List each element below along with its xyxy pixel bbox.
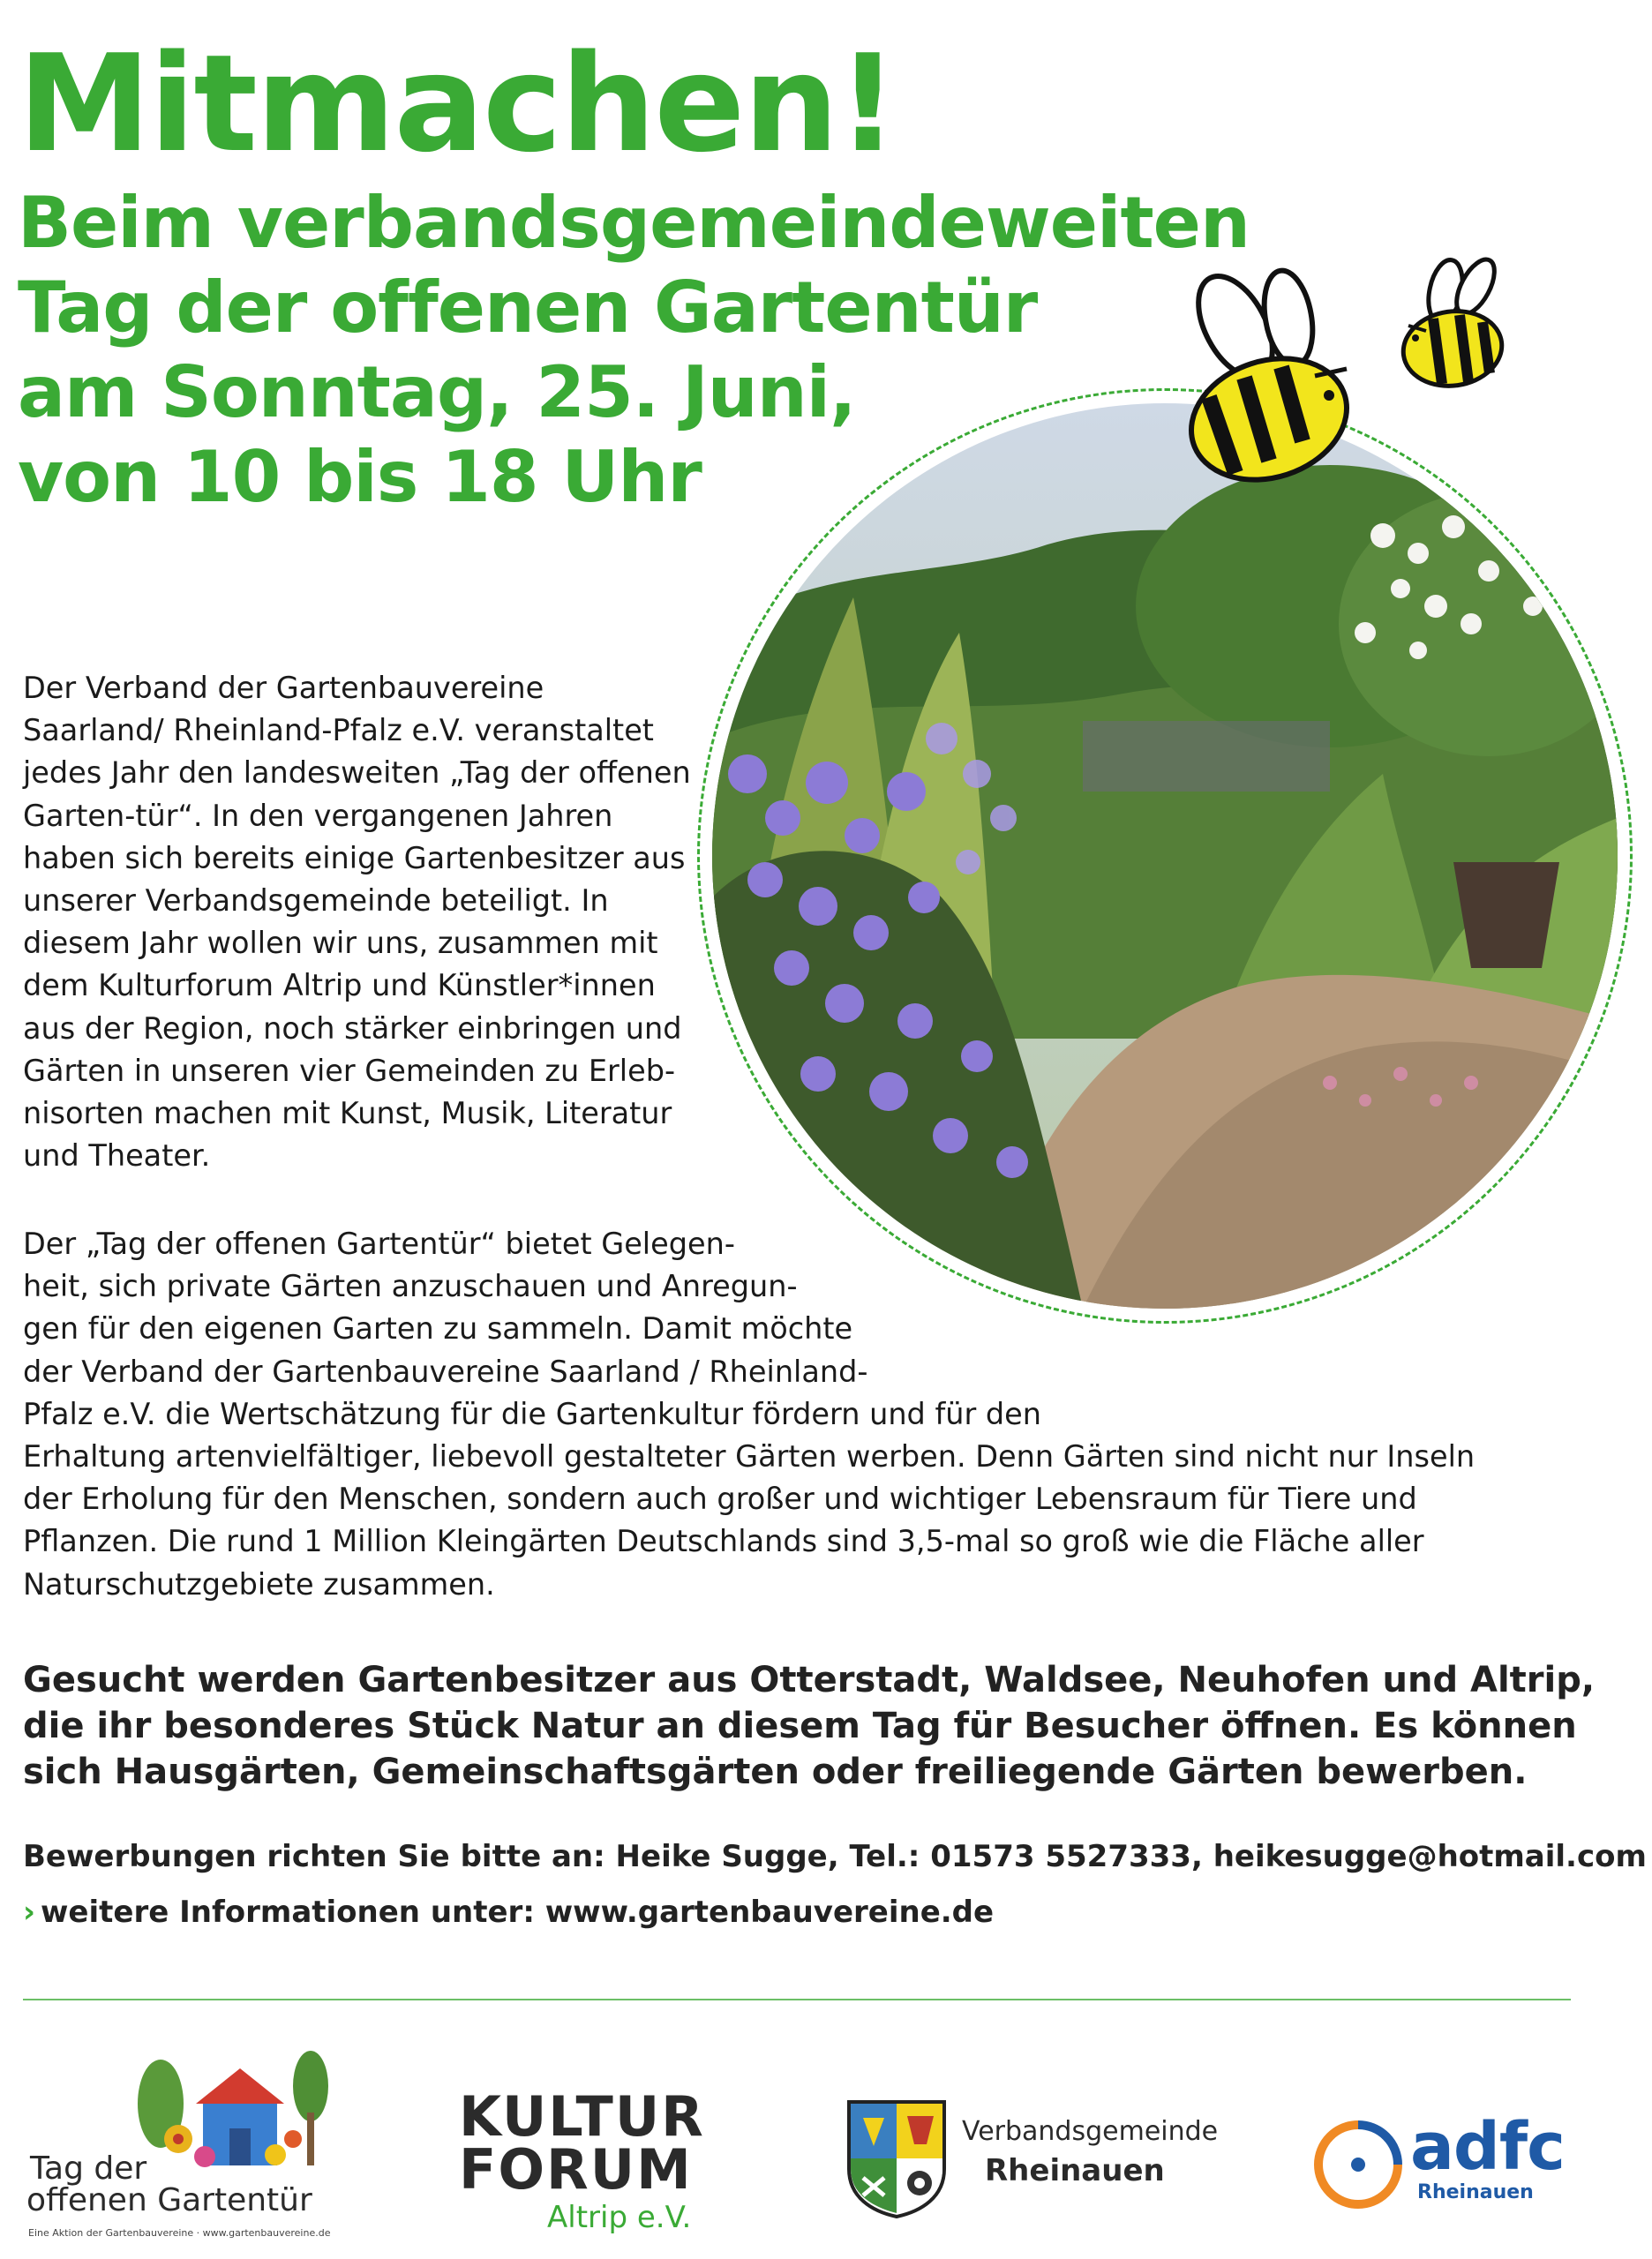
subhead-line: Tag der offenen Gartentür <box>18 266 1038 349</box>
paragraph-line: Erhaltung artenvielfältiger, liebevoll gestalteter Gärten werben. Denn Gärten sind nicht nur Inseln <box>23 1439 1476 1475</box>
subhead-line: am Sonntag, 25. Juni, <box>18 351 856 433</box>
tag-der-offenen-gartentuer-logo <box>19 2042 330 2247</box>
verbandsgemeinde-rheinauen-logo <box>845 2098 1219 2218</box>
logo-text: offenen Gartentür <box>26 2182 312 2218</box>
paragraph-line: Der „Tag der offenen Gartentür“ bietet Gelegen- <box>23 1227 735 1261</box>
paragraph-line: der Erholung für den Menschen, sondern auch großer und wichtiger Lebensraum für Tiere und <box>23 1482 1417 1517</box>
bee-icon <box>1174 265 1359 494</box>
adfc-circle-icon <box>1311 2118 1405 2211</box>
intro-paragraph: Der Verband der Gartenbauvereine Saarland/ Rheinland-Pfalz e.V. veranstaltet jedes Jahr den landesweiten „Tag der offenen Garten-tür“. In den vergangenen Jahren haben sich bereits einige Gartenbesitzer aus unserer Verbandsgemeinde beteiligt. In diesem Jahr wollen wir uns, zusammen mit dem Kulturforum Altrip und Künstler*innen aus der Region, noch stärker einbringen und Gärten in unseren vier Gemeinden zu Erleb-nisorten machen mit Kunst, Musik, Literatur und Theater. <box>23 671 691 1174</box>
paragraph-line: der Verband der Gartenbauvereine Saarland / Rheinland- <box>23 1354 868 1389</box>
callout-line: Gesucht werden Gartenbesitzer aus Otterstadt, Waldsee, Neuhofen und Altrip, <box>23 1660 1596 1700</box>
callout-line: die ihr besonderes Stück Natur an diesem Tag für Besucher öffnen. Es können <box>23 1706 1577 1746</box>
kulturforum-altrip-logo <box>459 2084 706 2240</box>
garden-house-logo-icon <box>134 2042 337 2174</box>
footer-divider <box>23 1999 1571 2000</box>
headline: Mitmachen! <box>18 26 897 182</box>
paragraph-line: Naturschutzgebiete zusammen. <box>23 1566 495 1602</box>
more-info-link[interactable] <box>23 1893 994 1932</box>
logo-text: adfc <box>1410 2109 1565 2185</box>
subhead-line: Beim verbandsgemeindeweiten <box>18 182 1250 264</box>
callout-line: sich Hausgärten, Gemeinschaftsgärten oder freiliegende Gärten bewerben. <box>23 1752 1528 1792</box>
more-info-text[interactable]: weitere Informationen unter: www.gartenbauvereine.de <box>41 1895 995 1930</box>
paragraph-line: heit, sich private Gärten anzuschauen und Anregun- <box>23 1269 798 1304</box>
logo-text: FORUM <box>459 2137 693 2202</box>
paragraph-line: gen für den eigenen Garten zu sammeln. Damit möchte <box>23 1311 853 1347</box>
logo-note: Eine Aktion der Gartenbauvereine · www.gartenbauvereine.de <box>28 2227 331 2239</box>
logo-text: Tag der <box>30 2150 147 2187</box>
chevron-right-icon: › <box>23 1895 36 1930</box>
paragraph-line: Pflanzen. Die rund 1 Million Kleingärten Deutschlands sind 3,5-mal so groß wie die Fläche aller <box>23 1524 1424 1559</box>
paragraph-line: Pfalz e.V. die Wertschätzung für die Gartenkultur fördern und für den <box>23 1396 1042 1431</box>
purpose-paragraph <box>23 1223 1475 1606</box>
call-for-gardens <box>23 1657 1611 1795</box>
contact-line: Bewerbungen richten Sie bitte an: Heike Sugge, Tel.: 01573 5527333, heikesugge@hotmail.com <box>23 1839 1647 1874</box>
logo-text: KULTUR <box>459 2084 705 2149</box>
garden-photo <box>712 403 1618 1309</box>
logo-text: Rheinauen <box>985 2153 1165 2188</box>
logo-text: Rheinauen <box>1417 2181 1534 2203</box>
coat-of-arms-icon <box>845 2098 948 2218</box>
logo-text: Verbandsgemeinde <box>962 2116 1219 2147</box>
logo-text: Altrip e.V. <box>547 2200 692 2235</box>
adfc-rheinauen-logo <box>1311 2109 1567 2211</box>
bee-icon <box>1394 251 1509 393</box>
garden-photo-frame <box>697 388 1633 1324</box>
subhead-line: von 10 bis 18 Uhr <box>18 436 702 518</box>
